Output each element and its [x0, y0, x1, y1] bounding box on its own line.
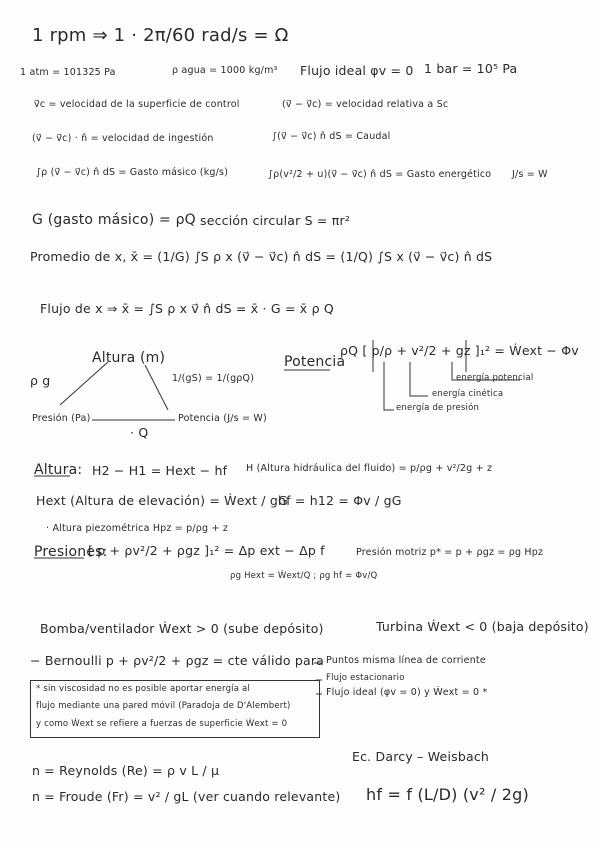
js-w: J/s = W [512, 169, 548, 180]
mass-flow-definition: ∫ρ (v⃗ − v⃗c) n̂ dS = Gasto másico (kg/s) [36, 167, 229, 178]
potencia-label: Potencia [284, 354, 346, 370]
energia-cinetica: energía cinética [432, 389, 504, 399]
darcy-weisbach-equation: hf = f (L/D) (v² / 2g) [366, 785, 529, 804]
triangle-pressure-label: Presión (Pa) [32, 413, 91, 424]
caudal-definition: ∫(v⃗ − v⃗c) n̂ dS = Caudal [272, 131, 391, 142]
bernoulli-validity-3: Flujo ideal (φv = 0) y Ẇext = 0 * [326, 687, 488, 698]
presion-motriz: Presión motriz p* = p + ρgz = ρg Hpz [356, 547, 544, 558]
presiones-equation: [ p + ρv²/2 + ρgz ]₁² = Δp ext − Δp f [88, 543, 325, 558]
bernoulli-validity-1: Puntos misma línea de corriente [326, 655, 486, 666]
altura-equation: H2 − H1 = Hext − hf [92, 463, 228, 478]
flux-definition: Flujo de x ⇒ x̄ = ∫S ρ x v⃗ n̂ dS = x̄ · G = x̄ ρ Q [40, 301, 334, 316]
vrel-definition: (v⃗ − v⃗c) = velocidad relativa a Sc [282, 99, 449, 110]
atm-value: 1 atm = 101325 Pa [20, 67, 116, 78]
water-density: ρ agua = 1000 kg/m³ [172, 65, 278, 76]
bar-value: 1 bar = 10⁵ Pa [424, 61, 518, 76]
bernoulli-validity-2: Flujo estacionario [326, 673, 405, 683]
average-definition: Promedio de x, x̄ = (1/G) ∫S ρ x (v⃗ − v⃗c) n̂ dS = (1/Q) ∫S x (v⃗ − v⃗c) n̂ dS [30, 249, 493, 264]
vc-definition: v⃗c = velocidad de la superficie de control [34, 99, 240, 110]
presion-pointer [384, 362, 394, 410]
piezometric-height: · Altura piezométrica Hpz = p/ρg + z [46, 523, 229, 534]
dalembert-note-line-3: y como Ẇext se refiere a fuerzas de superficie Ẇext = 0 [36, 719, 288, 729]
triangle-height-label: Altura (m) [92, 350, 166, 366]
darcy-weisbach-title: Ec. Darcy – Weisbach [352, 749, 490, 764]
triangle-left-edge [60, 362, 108, 405]
presiones-substitution: ρg Hext = Ẇext/Q ; ρg hf = Φv/Q [230, 571, 378, 581]
triangle-inverse-gs: 1/(gS) = 1/(gρQ) [172, 373, 255, 384]
ingestion-definition: (v⃗ − v⃗c) · n̂ = velocidad de ingestión [32, 133, 214, 144]
ideal-flow: Flujo ideal φv = 0 [300, 63, 414, 78]
hf-definition: hf = h12 = Φv / gG [278, 493, 402, 508]
presiones-label: Presiones: [34, 544, 108, 560]
turbina: Turbina Ẇext < 0 (baja depósito) [376, 619, 589, 634]
energia-presion: energía de presión [396, 403, 480, 413]
bomba-ventilador: Bomba/ventilador Ẇext > 0 (sube depósito) [40, 621, 324, 636]
hext-definition: Hext (Altura de elevación) = Ẇext / gG [36, 493, 288, 508]
triangle-rho-g: ρ g [30, 373, 51, 388]
altura-label: Altura: [34, 462, 83, 478]
mass-flow-g: G (gasto másico) = ρQ [32, 212, 196, 228]
triangle-right-edge [145, 365, 168, 410]
triangle-power-label: Potencia (J/s = W) [178, 413, 267, 424]
circular-section: sección circular S = πr² [200, 213, 351, 228]
rpm-equation: 1 rpm ⇒ 1 · 2π/60 rad/s = Ω [32, 25, 289, 46]
hydraulic-height-definition: H (Altura hidráulica del fluido) = p/ρg + v²/2g + z [246, 463, 493, 474]
potencia-equation: ρQ [ p/ρ + v²/2 + gz ]₁² = Ẇext − Φv [340, 343, 579, 358]
dalembert-note-line-1: * sin viscosidad no es posible aportar energía al [36, 684, 251, 694]
dalembert-note-line-2: flujo mediante una pared móvil (Paradoja de D'Alembert) [36, 701, 291, 711]
triangle-q-label: · Q [130, 425, 149, 440]
cinetica-pointer [410, 362, 428, 396]
energy-flow-definition: ∫ρ(v²/2 + u)(v⃗ − v⃗c) n̂ dS = Gasto energético [268, 169, 492, 180]
reynolds-number: n = Reynolds (Re) = ρ v L / μ [32, 763, 220, 778]
energia-potencial: energía potencial [456, 373, 534, 383]
froude-number: n = Froude (Fr) = v² / gL (ver cuando relevante) [32, 789, 341, 804]
bernoulli-equation: − Bernoulli p + ρv²/2 + ρgz = cte válido para [30, 653, 325, 668]
